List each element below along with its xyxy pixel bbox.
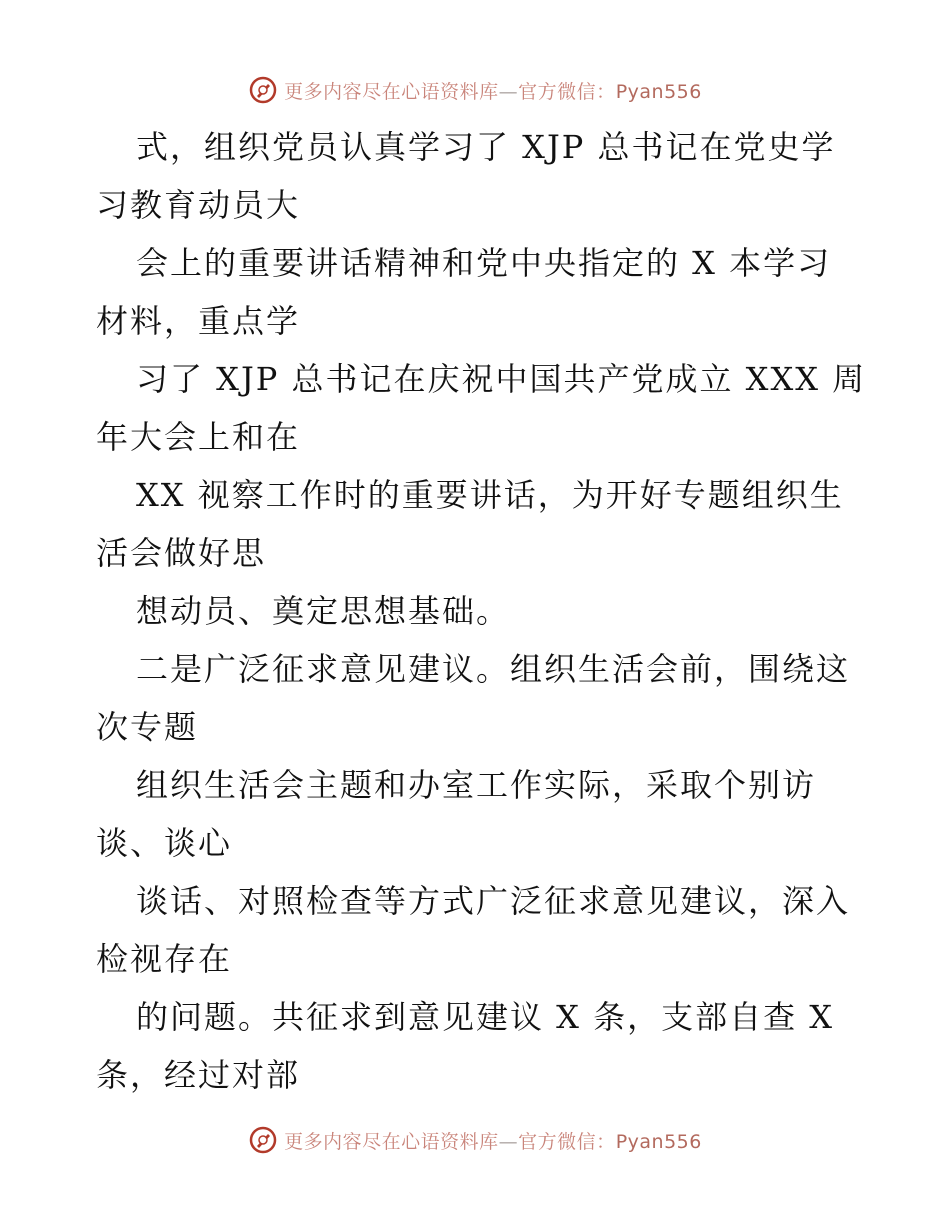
document-body <box>96 118 866 1104</box>
body-line-1: 式，组织党员认真学习了 XJP 总书记在党史学 <box>136 128 836 166</box>
body-line-6: 年大会上和在 <box>96 418 301 456</box>
footer-site-text: 更多内容尽在心语资料库 <box>284 1130 499 1153</box>
body-line-2: 习教育动员大 <box>96 186 301 224</box>
footer-separator: — <box>498 1130 519 1153</box>
body-line-4: 材料，重点学 <box>96 302 301 340</box>
body-line-7: XX 视察工作时的重要讲话，为开好专题组织生 <box>136 476 844 514</box>
body-line-16: 的问题。共征求到意见建议 X 条，支部自查 X <box>136 998 835 1036</box>
body-line-14: 谈话、对照检查等方式广泛征求意见建议，深入 <box>136 882 851 920</box>
body-line-8: 活会做好思 <box>96 534 267 572</box>
quill-circle-logo-icon <box>248 1125 278 1155</box>
body-line-13: 谈、谈心 <box>96 824 233 862</box>
footer-wechat-account: Pyan556 <box>615 1130 702 1153</box>
body-line-11: 次专题 <box>96 708 199 746</box>
body-line-17: 条，经过对部 <box>96 1056 301 1094</box>
header-wechat-label: 官方微信： <box>518 80 616 103</box>
body-line-10: 二是广泛征求意见建议。组织生活会前，围绕这 <box>136 650 851 688</box>
header-banner <box>0 70 950 110</box>
header-separator: — <box>498 80 519 103</box>
footer-wechat-label: 官方微信： <box>518 1130 616 1153</box>
body-line-12: 组织生活会主题和办室工作实际，采取个别访 <box>136 766 817 804</box>
body-line-5: 习了 XJP 总书记在庆祝中国共产党成立 XXX 周 <box>136 360 867 398</box>
body-line-15: 检视存在 <box>96 940 233 978</box>
quill-circle-logo-icon <box>248 75 278 105</box>
footer-banner <box>0 1120 950 1160</box>
body-line-3: 会上的重要讲话精神和党中央指定的 X 本学习 <box>136 244 832 282</box>
header-wechat-account: Pyan556 <box>615 80 702 103</box>
body-line-9: 想动员、奠定思想基础。 <box>136 592 511 630</box>
header-banner-text <box>284 77 702 104</box>
header-site-text: 更多内容尽在心语资料库 <box>284 80 499 103</box>
footer-banner-text <box>284 1127 702 1154</box>
